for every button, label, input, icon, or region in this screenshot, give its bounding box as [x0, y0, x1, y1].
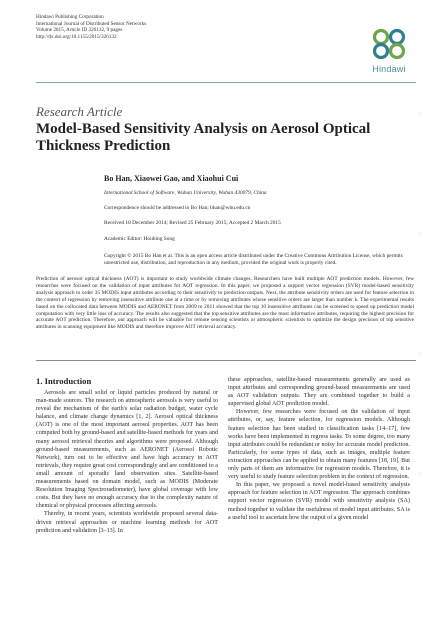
- author-list: Bo Han, Xiaowei Gao, and Xiaohui Cui: [104, 174, 239, 183]
- article-type: Research Article: [36, 104, 123, 119]
- paragraph: In this paper, we proposed a novel model-based sensitivity analysis approach for feature selection in AOT regression. The approach combines support vector regression (SVR) model with sensitivity analysis (SA) method together to validate the usefulness of model input attributes. SA is a useful tool to ascertain how the output of a given model: [228, 482, 410, 521]
- correspondence: Correspondence should be addressed to Bo Han; bhan@whu.edu.cn: [104, 205, 251, 211]
- watermark-mark: ◦: [418, 350, 424, 360]
- paragraph: Thereby, in recent years, scientists worldwide proposed several data-driven retrieval approaches or machine learning methods for AOT prediction and validation [3–13]. In: [36, 511, 218, 534]
- abstract: Prediction of aerosol optical thickness (AOT) is important to study worldwide climate changes. Researchers have built multiple AOT prediction models. However, few researches were focused on the validation of input attributes for AOT regression. In this paper, we proposed a support vector regression (SVR) model-based sensitivity analysis approach to order 35 MODIS input attributes according to their sensitivity to prediction outputs. Next, the attribute sensitivity orders are used for feature selection in the context of regression by removing insensitive attribute one at a time or by removing attributes whose sensitive orders are larger than number k. The experimental results based on the collocated data between MODIS and AERONET from 2009 to 2011 showed that the top 10 insensitive attributes can be screened to speed up prediction model computation with very little loss of accuracy. The results also suggested that the top sensitive attributes are the most informative attributes, requiring the highest precision for accurate AOT prediction. Therefore, our approach will be valuable for remote sensing scientists or atmospheric scientists to optimize the design precision of top sensitive attributes in scanning equipment like MODIS and therefore improve AOT retrieval accuracy.: [36, 276, 414, 331]
- doi-line: http://dx.doi.org/10.1155/2015/326132: [36, 33, 117, 40]
- watermark-mark: ◦: [418, 110, 424, 120]
- hindawi-wordmark: Hindawi: [372, 64, 406, 74]
- received-dates: Received 18 December 2014; Revised 25 February 2015; Accepted 2 March 2015: [104, 220, 281, 226]
- journal-header: [36, 14, 286, 40]
- affiliation: International School of Software, Wuhan University, Wuhan 430079, China: [104, 190, 267, 196]
- volume-line: Volume 2015, Article ID 326132, 9 pages: [36, 27, 123, 34]
- paragraph: Aerosols are small solid or liquid particles produced by natural or man-made sources. The research on atmospheric aerosols is very useful to reveal the mechanism of the earth's solar radiation budget, water cycle balance, and climate change dynamics [1, 2]. Aerosol optical thickness (AOT) is one of the most important aerosol properties. AOT has been computed both by ground-based and satellite-based methods for years and many aerosol retrieval theories and algorithms were proposed. Although ground-based measurements, such as AERONET (Aerosol Robotic Network), turn out to be effective and have high accuracy in AOT retrievals, they require great cost correspondingly and are conditioned to a small amount of sporadic land observation sites. Satellite-based measurements based on domain model, such as MODIS (Moderate Resolution Imaging Spectroradiometer), have global coverage with low costs. But they have no enough accuracy due to the complexity nature of chemical or physical processes affecting aerosols.: [36, 390, 218, 510]
- publisher-line: Hindawi Publishing Corporation: [36, 14, 104, 20]
- hindawi-logo-mark-icon: [362, 26, 416, 62]
- paragraph: these approaches, satellite-based measurements generally are used as input attributes and corresponding ground-based measurements are used as AOT validation outputs. They are combined together to build a supervised global AOT prediction model.: [228, 377, 410, 408]
- paper-title: Model-Based Sensitivity Analysis on Aerosol Optical Thickness Prediction: [36, 121, 371, 154]
- hindawi-logo: [362, 26, 416, 78]
- copyright-notice: Copyright © 2015 Bo Han et al. This is an open access article distributed under the Creative Commons Attribution License, which permits unrestricted use, distribution, and reproduction in any medium, provided the original work is properly cited.: [104, 253, 403, 266]
- section-heading: 1. Introduction: [36, 376, 92, 386]
- paragraph: However, few researches were focused on the validation of input attributes, or, say, feature selection, for regression models. Although feature selection has been studied in classification tasks [14–17], few works have been implemented in regress tasks. To some degree, too many input attributes could be redundant or noisy for accurate model prediction. Particularly, for some types of data, such as images, multiple feature extraction approaches can be applied to obtain many features [18, 19]. But only parts of them are informative for regression models. Therefore, it is very useful to study feature selection problem in the context of regression.: [228, 409, 410, 481]
- academic-editor: Academic Editor: Houbing Song: [104, 236, 175, 242]
- watermark-mark: ◦: [418, 230, 424, 240]
- watermark-mark: ◦: [418, 470, 424, 480]
- right-column: [228, 376, 410, 522]
- journal-line: International Journal of Distributed Sensor Networks: [36, 20, 147, 27]
- header-divider: [36, 82, 416, 83]
- left-column: [36, 389, 218, 535]
- abstract-divider: [36, 360, 416, 361]
